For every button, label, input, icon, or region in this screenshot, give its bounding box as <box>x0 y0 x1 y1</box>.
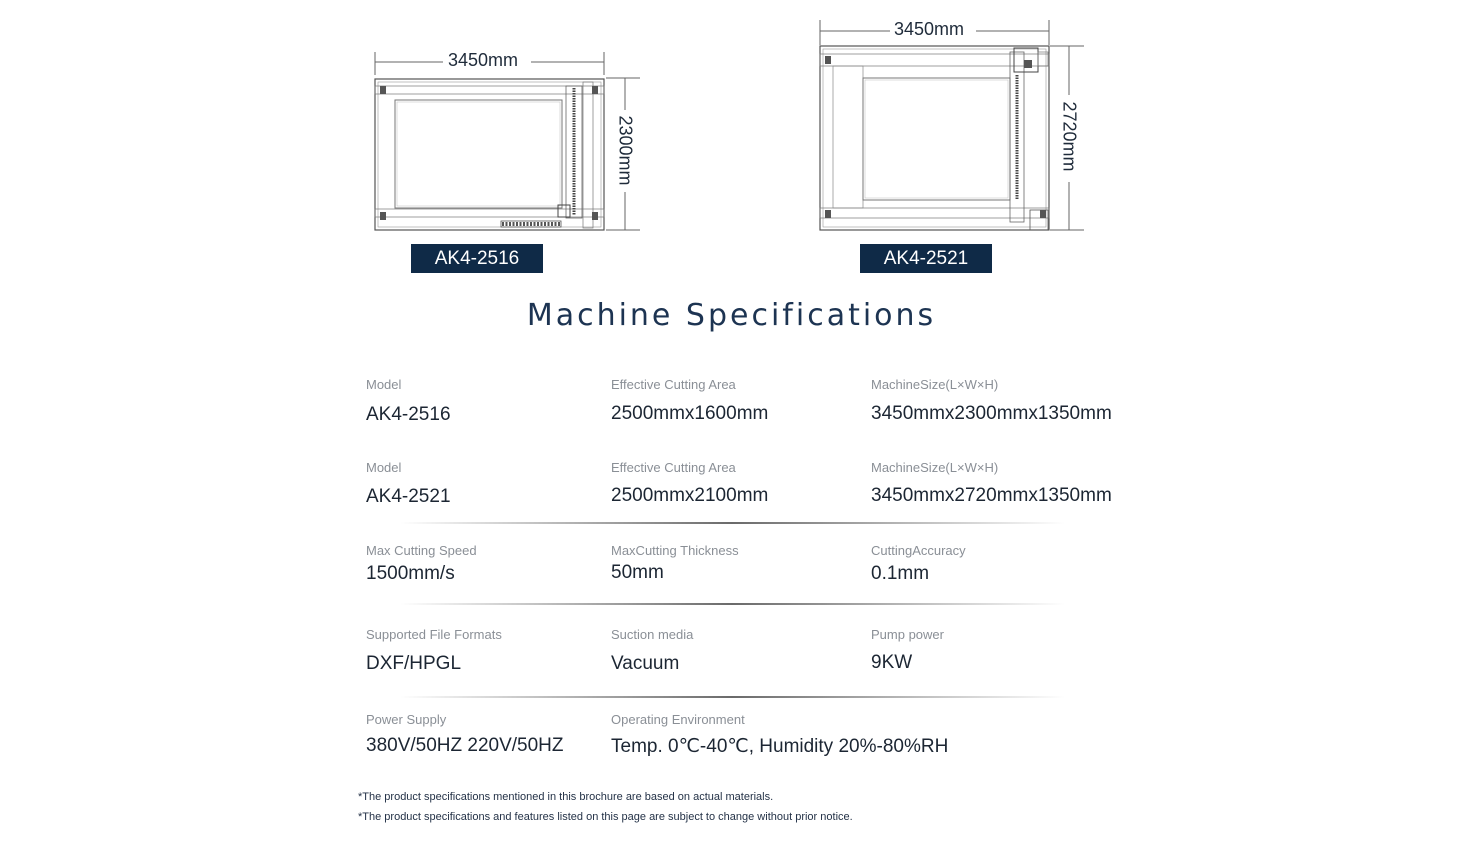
spec-value: Temp. 0℃-40℃, Humidity 20%-80%RH <box>611 736 949 757</box>
footnote: *The product specifications mentioned in this brochure are based on actual materials. <box>358 791 774 803</box>
spec-value: 0.1mm <box>871 563 930 584</box>
divider <box>400 696 1065 698</box>
drawing-1-model-badge: AK4-2516 <box>411 244 543 273</box>
drawing-2-width-label: 3450mm <box>894 19 965 39</box>
spec-label: MaxCutting Thickness <box>611 543 739 558</box>
spec-value: 50mm <box>611 562 664 583</box>
drawing-2-height-label: 2720mm <box>1059 101 1080 172</box>
spec-label: Operating Environment <box>611 712 745 727</box>
spec-value: 3450mmx2720mmx1350mm <box>871 485 1112 506</box>
spec-label: Supported File Formats <box>366 627 502 642</box>
spec-value: 3450mmx2300mmx1350mm <box>871 403 1112 424</box>
spec-value: 2500mmx1600mm <box>611 403 769 424</box>
spec-value: AK4-2516 <box>366 404 451 425</box>
footnote: *The product specifications and features listed on this page are subject to change without prior notice. <box>358 811 853 823</box>
spec-label: Model <box>366 377 402 392</box>
spec-value: 9KW <box>871 652 913 673</box>
spec-value: 380V/50HZ 220V/50HZ <box>366 735 564 756</box>
spec-label: Pump power <box>871 627 944 642</box>
spec-value: 2500mmx2100mm <box>611 485 769 506</box>
spec-label: Effective Cutting Area <box>611 460 736 475</box>
divider <box>400 522 1065 524</box>
divider <box>400 603 1065 605</box>
spec-value: 1500mm/s <box>366 563 455 584</box>
spec-label: Model <box>366 460 402 475</box>
drawing-2-model-badge: AK4-2521 <box>860 244 992 273</box>
spec-label: MachineSize(L×W×H) <box>871 377 999 392</box>
spec-value: AK4-2521 <box>366 486 451 507</box>
page-title: Machine Specifications <box>526 298 937 333</box>
spec-value: DXF/HPGL <box>366 653 462 674</box>
drawing-1-width-label: 3450mm <box>448 50 519 70</box>
spec-label: MachineSize(L×W×H) <box>871 460 999 475</box>
spec-label: Power Supply <box>366 712 447 727</box>
spec-label: Suction media <box>611 627 694 642</box>
spec-value: Vacuum <box>611 653 680 674</box>
spec-label: Max Cutting Speed <box>366 543 477 558</box>
drawing-1-height-label: 2300mm <box>615 115 636 186</box>
spec-label: CuttingAccuracy <box>871 543 966 558</box>
spec-label: Effective Cutting Area <box>611 377 736 392</box>
